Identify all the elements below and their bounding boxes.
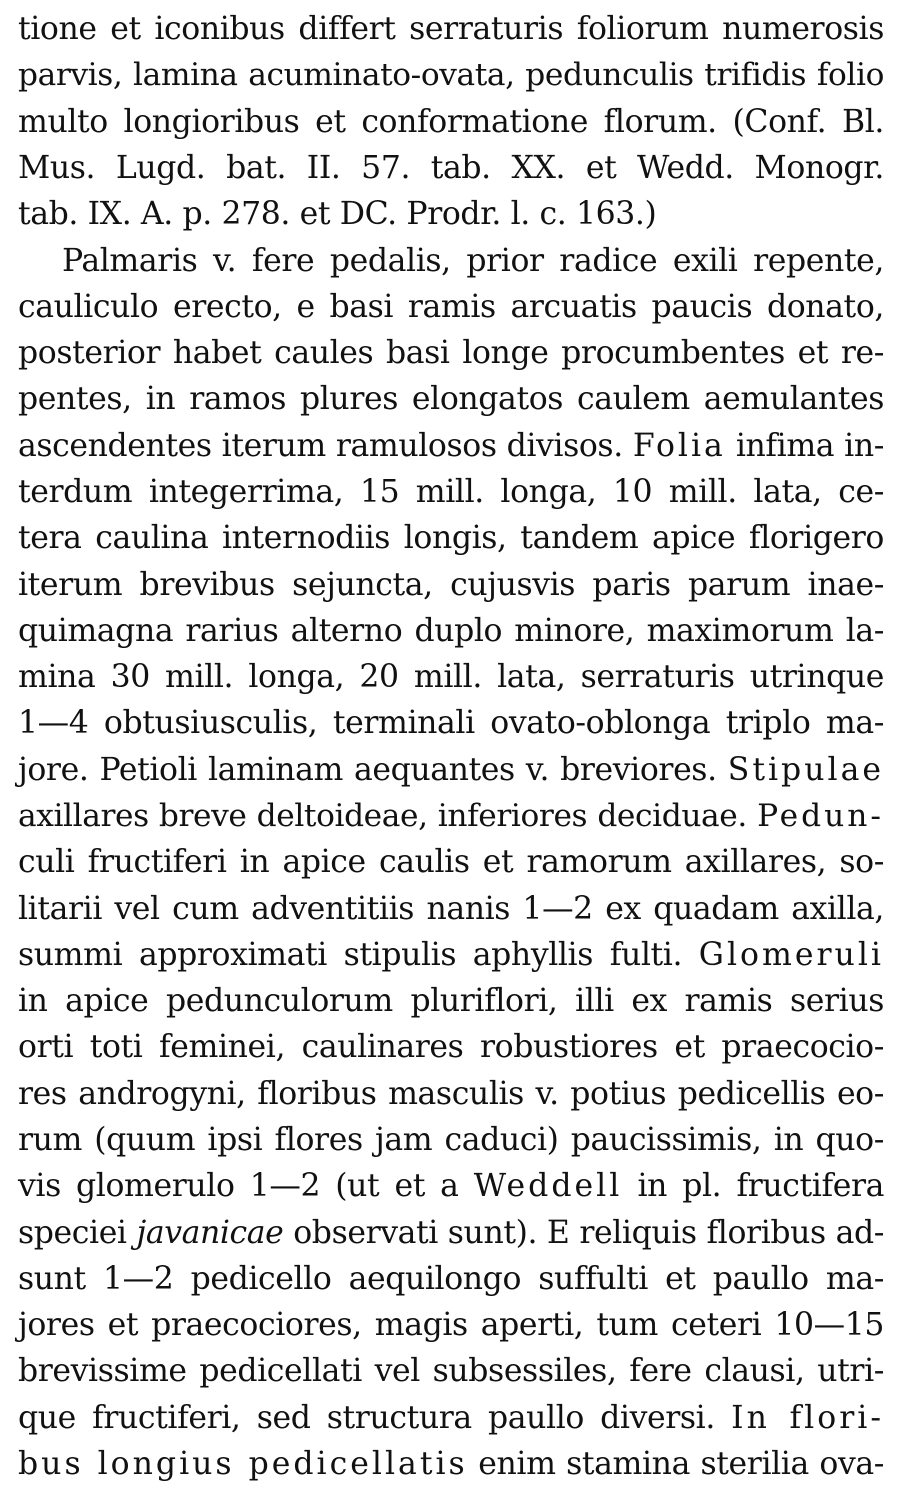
- text-line: rum (quum ipsi flores jam caduci) paucissimis, in quo-: [18, 1122, 884, 1158]
- spaced-name: Weddell: [473, 1168, 623, 1204]
- spaced-term: Glomeruli: [698, 937, 884, 973]
- text-segment: speciei: [18, 1215, 137, 1251]
- text-line: [18, 423, 884, 469]
- spaced-term: Stipulae: [727, 752, 884, 788]
- text-line: orti toti feminei, caulinares robustiores et praecocio-: [18, 1029, 884, 1065]
- text-line: in apice pedunculorum pluriflori, illi ex ramis serius: [18, 983, 884, 1019]
- text-line: tab. IX. A. p. 278. et DC. Prodr. l. c. 163.): [18, 196, 657, 232]
- spaced-phrase: bus longius pedicellatis: [18, 1446, 468, 1482]
- text-line: sunt 1—2 pedicello aequilongo suffulti et paullo ma-: [18, 1261, 884, 1297]
- text-line: [18, 1395, 884, 1441]
- text-line: [18, 932, 884, 978]
- text-line: jores et praecociores, magis aperti, tum ceteri 10—15: [18, 1307, 884, 1343]
- text-line: tera caulina internodiis longis, tandem apice florigero: [18, 520, 884, 556]
- text-segment: observati sunt). E reliquis floribus ad-: [283, 1215, 885, 1251]
- spaced-term: Folia: [632, 428, 726, 464]
- text-line: tione et iconibus differt serraturis foliorum numerosis: [18, 11, 884, 47]
- text-line: quimagna rarius alterno duplo minore, maximorum la-: [18, 613, 884, 649]
- text-segment: summi approximati stipulis aphyllis fulti.: [18, 937, 699, 973]
- text-line: [18, 747, 884, 793]
- text-line: cauliculo erecto, e basi ramis arcuatis paucis donato,: [18, 289, 884, 325]
- text-line: [18, 793, 884, 839]
- text-line: Mus. Lugd. bat. II. 57. tab. XX. et Wedd. Monogr.: [18, 150, 884, 186]
- text-segment: axillares breve deltoideae, inferiores deciduae.: [18, 798, 758, 834]
- text-segment: que fructiferi, sed structura paullo diversi.: [18, 1400, 732, 1436]
- paragraph-start-line: Palmaris v. fere pedalis, prior radice exili repente,: [62, 243, 884, 279]
- text-line: posterior habet caules basi longe procumbentes et re-: [18, 335, 884, 371]
- spaced-term: In flori-: [731, 1400, 885, 1436]
- text-segment: in pl. fructifera: [622, 1168, 884, 1204]
- text-segment: jore. Petioli laminam aequantes v. breviores.: [18, 752, 728, 788]
- text-line: iterum brevibus sejuncta, cujusvis paris parum inae-: [18, 567, 884, 603]
- text-line: 1—4 obtusiusculis, terminali ovato-oblonga triplo ma-: [18, 705, 884, 741]
- text-line: [18, 1441, 884, 1487]
- text-line: pentes, in ramos plures elongatos caulem aemulantes: [18, 381, 884, 417]
- text-line: [18, 1210, 884, 1256]
- italic-species-name: javanicae: [136, 1215, 284, 1251]
- text-line: [18, 1163, 884, 1209]
- text-line: multo longioribus et conformatione florum. (Conf. Bl.: [18, 104, 884, 140]
- text-line: brevissime pedicellati vel subsessiles, fere clausi, utri-: [18, 1353, 884, 1389]
- text-line: parvis, lamina acuminato-ovata, pedunculis trifidis folio: [18, 57, 884, 93]
- text-segment: infima in-: [725, 428, 884, 464]
- text-line: mina 30 mill. longa, 20 mill. lata, serraturis utrinque: [18, 659, 884, 695]
- text-segment: ascendentes iterum ramulosos divisos.: [18, 428, 633, 464]
- text-line: litarii vel cum adventitiis nanis 1—2 ex quadam axilla,: [18, 891, 884, 927]
- spaced-term: Pedun-: [757, 798, 884, 834]
- text-line: terdum integerrima, 15 mill. longa, 10 mill. lata, ce-: [18, 474, 884, 510]
- text-segment: vis glomerulo 1—2 (ut et a: [18, 1168, 474, 1204]
- text-segment: enim stamina sterilia ova-: [467, 1446, 884, 1482]
- text-line: res androgyni, floribus masculis v. potius pedicellis eo-: [18, 1076, 884, 1112]
- text-line: culi fructiferi in apice caulis et ramorum axillares, so-: [18, 844, 884, 880]
